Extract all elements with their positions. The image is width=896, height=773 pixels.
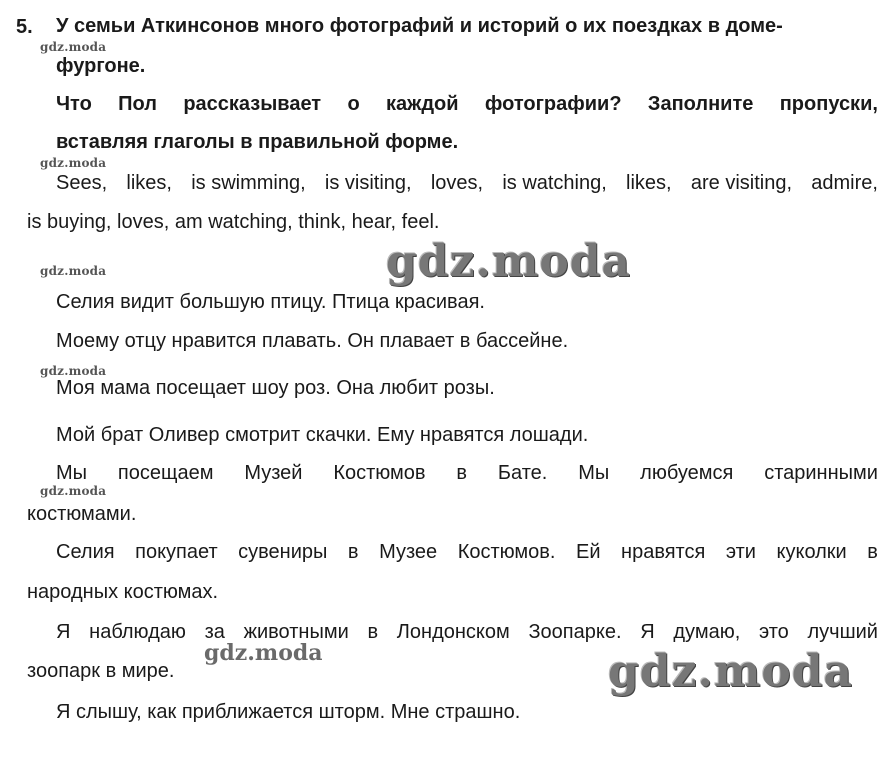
word: Лондонском [396, 621, 510, 643]
word: в [867, 541, 878, 563]
word: о [347, 93, 360, 115]
verb-list-line2: is buying, loves, am watching, think, hear, feel. [27, 211, 440, 233]
word: Заполните [647, 93, 754, 115]
word: посещаем [117, 462, 214, 484]
task-question-line1 [56, 92, 878, 116]
watermark-small: gdz.moda [40, 264, 107, 278]
task-question-line2: вставляя глаголы в правильной форме. [56, 131, 459, 153]
word: в [347, 541, 359, 563]
verb: is visiting, [324, 172, 412, 194]
verb: admire, [811, 172, 878, 194]
watermark-small: gdz.moda [40, 484, 107, 498]
answer-4: Мой брат Оливер смотрит скачки. Ему нравятся лошади. [56, 424, 589, 446]
verb: likes, [626, 172, 672, 194]
word: Я [640, 621, 655, 643]
watermark-large: gdz.moda [608, 646, 854, 697]
answer-3: Моя мама посещает шоу роз. Она любит розы. [56, 377, 495, 399]
word: Мы [56, 462, 88, 484]
word: животными [243, 621, 349, 643]
watermark-medium: gdz.moda [204, 640, 323, 666]
word: Бате. [497, 462, 548, 484]
verb: likes, [126, 172, 172, 194]
word: Костюмов [333, 462, 426, 484]
word: рассказывает [183, 93, 322, 115]
watermark-small: gdz.moda [40, 40, 107, 54]
word: каждой [386, 93, 459, 115]
word: пропуски, [779, 93, 878, 115]
verb: are visiting, [690, 172, 793, 194]
word: за [204, 621, 225, 643]
word: Селия [56, 541, 115, 563]
word: Мы [578, 462, 610, 484]
task-number: 5. [16, 16, 33, 38]
answer-1: Селия видит большую птицу. Птица красивая. [56, 291, 485, 313]
word: Я [56, 621, 71, 643]
word: в [456, 462, 468, 484]
word: Костюмов. [457, 541, 556, 563]
verb-list-line1 [56, 171, 878, 195]
word: старинными [764, 462, 878, 484]
verb: loves, [430, 172, 484, 194]
verb: Sees, [56, 172, 108, 194]
word: думаю, [673, 621, 741, 643]
watermark-small: gdz.moda [40, 364, 107, 378]
word: куколки [776, 541, 847, 563]
task-heading-line2: фургоне. [56, 55, 146, 77]
answer-2: Моему отцу нравится плавать. Он плавает в бассейне. [56, 330, 569, 352]
word: любуемся [640, 462, 734, 484]
word: это [758, 621, 789, 643]
answer-5-line2: костюмами. [27, 503, 137, 525]
answer-6-line2: народных костюмах. [27, 581, 219, 603]
word: эти [725, 541, 756, 563]
word: в [367, 621, 379, 643]
answer-8: Я слышу, как приближается шторм. Мне страшно. [56, 701, 521, 723]
word: фотографии? [484, 93, 622, 115]
word: Ей [575, 541, 601, 563]
answer-6-line1 [56, 540, 878, 564]
word: Пол [118, 93, 157, 115]
answer-5-line1 [56, 461, 878, 485]
answer-7-line2: зоопарк в мире. [27, 660, 175, 682]
word: наблюдаю [89, 621, 186, 643]
word: Музее [379, 541, 438, 563]
watermark-small: gdz.moda [40, 156, 107, 170]
answer-7-line1 [56, 620, 878, 644]
verb: is swimming, [191, 172, 306, 194]
word: Зоопарке. [528, 621, 622, 643]
watermark-large: gdz.moda [386, 236, 632, 287]
word: лучший [807, 621, 878, 643]
word: Что [56, 93, 92, 115]
word: нравятся [621, 541, 706, 563]
word: сувениры [238, 541, 328, 563]
verb: is watching, [502, 172, 607, 194]
task-heading-line1: У семьи Аткинсонов много фотографий и историй о их поездках в доме- [56, 15, 783, 37]
word: покупает [135, 541, 218, 563]
word: Музей [244, 462, 303, 484]
